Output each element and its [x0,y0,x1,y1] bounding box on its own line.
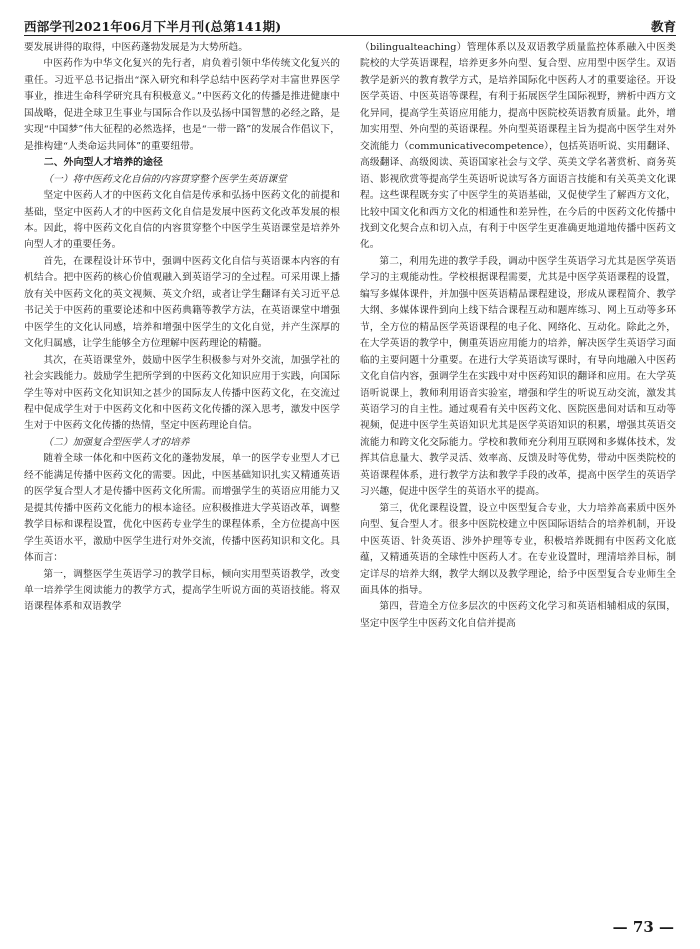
paragraph: 第四，营造全方位多层次的中医药文化学习和英语相辅相成的氛围，坚定中医学生中医药文化自信并提高 [360,601,676,629]
subsection-heading: （一）将中医药文化自信的内容贯穿整个医学生英语课堂 [43,173,287,185]
paragraph: 要发展讲得的取得，中医药蓬勃发展是为大势所趋。 [24,42,248,53]
section-label: 教育 [650,19,676,34]
paragraph: 第一，调整医学生英语学习的教学目标，倾向实用型英语教学，改变单一培养学生阅读能力的教学方式，提高学生听说方面的英语技能。将双语课程体系和双语教学 [24,568,340,613]
journal-title: 西部学刊2021年06月下半月刊(总第141期) [24,19,282,34]
paragraph: 首先，在课程设计环节中，强调中医药文化自信与英语课本内容的有机结合。把中医药的核心价值观融入到英语学习的全过程。可采用课上播放有关中医药文化的英文视频、英文介绍，或者让学生翻译有关习近平总书记关于中医药的重要论述和中医药典籍等教学方法，在英语课堂中增强中医学生的文化认同感，培养和增强中医学生的文化自觉，并产生深厚的文化归属感，让学生能够全方位理解中医药理论的精髓。 [24,255,340,350]
paragraph: （bilingualteaching）管理体系以及双语教学质量监控体系融入中医类院校的大学英语课程，培养更多外向型、复合型、应用型中医学生。双语教学是新兴的教育教学方式，是培养国际化中医药人才的重要途径。开设医学英语、中医英语等课程，有利于拓展医学生国际视野，辨析中西方文化异同，提高学生英语应用能力，提高中医院校英语教育质量。此外，增加实用型、外向型的英语课程。外向型英语课程主旨为提高中医学生对外交流能力（communicativecompetence），包括英语听说、实用翻译、高级翻译、高级阅读、英语国家社会与文学、英美文学名著赏析、商务英语、影视欣赏等提高学生英语听说读写各方面语言技能和有关英美文化课程。这些课程既夯实了中医学生的英语基础，又促使学生了解西方文化，比较中国文化和西方文化的相通性和差异性，在今后的中医药文化传播中找到文化契合点和切入点，有利于中医学生更准确更地道地传播中医药文化。 [360,42,676,251]
left-column [24,40,340,616]
paragraph: 第三，优化课程设置，设立中医型复合专业，大力培养高素质中医外向型、复合型人才。很多中医院校建立中医国际语结合的培养机制，开设中医英语、针灸英语、涉外护理等专业，积极培养既拥有中医药文化底蕴，又精通英语的全球性中医药人才。在专业设置时，理清培养目标，制定详尽的培养大纲，教学大纲以及教学理论，给予中医型复合专业师生全面具体的指导。 [360,502,676,596]
subsection-heading: （二）加强复合型医学人才的培养 [43,436,190,448]
paragraph: 随着全球一体化和中医药文化的蓬勃发展，单一的医学专业型人才已经不能满足传播中医药文化的需要。因此，中医基础知识扎实又精通英语的医学复合型人才是传播中医药文化所需。而增强学生的英语应用能力又是提其传播中医药文化能力的根本途径。应积极推进大学英语改革，调整教学目标和课程设置，优化中医药专业学生的课程体系，全方位提高中医学生英语水平，激励中医学生进行对外交流，传播中医药知识和文化。具体而言： [24,453,340,564]
right-column [360,40,676,632]
section-heading: 二、外向型人才培养的途径 [43,157,163,169]
page-number: — 73 — [612,918,674,936]
paragraph: 第二，利用先进的教学手段，调动中医学生英语学习尤其是医学英语学习的主观能动性。学校根据课程需要，尤其是中医学英语课程的设置，编写多媒体课件，并加强中医英语精品课程建设，形成从课程简介、教学大纲、多媒体课件到向上线下结合课程互动和题库练习、网上互动等多环节，全方位的精品医学英语课程的电子化、网络化、互动化。除此之外，在大学英语的教学中，侧重英语应用能力的培养，解决医学生英语学习面临的主要问题十分重要。在进行大学英语读写课时，有导向地融入中医药文化自信内容，强调学生在实践中对中医药知识的翻译和应用。在大学英语听说课上，教师利用语音实验室，增强和学生的听说互动交流，激发其英语学习的自主性。通过观看有关中医药文化、医院医患间对话和互动等视频，促进中医学生英语知识尤其是医学英语知识的积累，增强其英语交流能力和跨文化交际能力。学校和教师充分利用互联网和多媒体技术，发挥其信息量大、教学灵活、效率高、反馈及时等优势，带动中医类院校的英语课程体系，进行教学方法和教学手段的改革，提高中医学生的英语学习兴趣，促进中医学生的英语水平的提高。 [360,255,676,498]
paragraph: 其次，在英语课堂外，鼓励中医学生积极参与对外交流，加强学社的社会实践能力。鼓励学生把所学到的中医药文化知识应用于实践，向国际学生等对中医药文化知识知之甚少的国际友人传播中医药文化，在交流过程中促成学生对于中医药文化和中医药文化传播的深入思考，激发中医学生对于中医药文化传播的热情，坚定中医药理论自信。 [24,354,340,432]
paragraph: 坚定中医药人才的中医药文化自信是传承和弘扬中医药文化的前提和基础，坚定中医药人才的中医药文化自信是发展中医药文化改革发展的根本。因此，将中医药文化自信的内容贯穿整个中医学生英语课堂是培养外向型人才的重要任务。 [24,190,340,251]
page-header [24,14,676,38]
paragraph: 中医药作为中华文化复兴的先行者，肩负着引领中华传统文化复兴的重任。习近平总书记指出“深入研究和科学总结中医药学对丰富世界医学事业，推进生命科学研究具有积极意义。”中医药文化的传播是推进健康中国战略，促进全球卫生事业与国际合作以及弘扬中国智慧的必经之路，是实现“中国梦”伟大征程的必然选择，也是“一带一路”的发展合作倡议下，是推构建“人类命运共同体”的重要纽带。 [24,58,340,152]
header-rule [24,35,676,36]
